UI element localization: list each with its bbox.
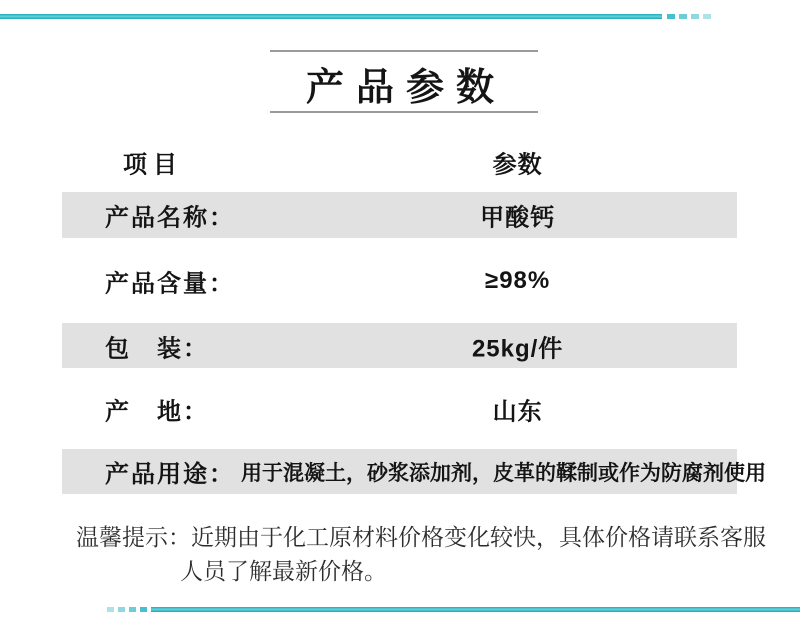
table-row-product-name bbox=[62, 192, 737, 238]
top-border-dashes bbox=[667, 14, 711, 19]
dash-icon bbox=[118, 607, 125, 612]
table-row-usage bbox=[62, 449, 766, 494]
table-row-content bbox=[62, 238, 737, 323]
usage-description: 用于混凝土，砂浆添加剂，皮革的鞣制或作为防腐剂使用 bbox=[241, 461, 766, 485]
dash-icon bbox=[129, 607, 136, 612]
row-value: 25kg/件 bbox=[471, 335, 564, 362]
notice bbox=[76, 520, 766, 588]
row-value: ≥98% bbox=[485, 266, 551, 294]
dash-icon bbox=[667, 14, 675, 19]
row-label: 包 装： bbox=[105, 335, 209, 362]
row-value: 山东 bbox=[492, 398, 543, 425]
table-row-origin bbox=[62, 368, 737, 449]
notice-line-1: 温馨提示：近期由于化工原材料价格变化较快，具体价格请联系客服 bbox=[76, 524, 766, 550]
row-label: 产 地： bbox=[105, 398, 209, 425]
table-header-row bbox=[62, 132, 737, 192]
title-rule-bottom bbox=[270, 111, 538, 113]
table-row-packaging bbox=[62, 323, 737, 368]
row-label: 产品含量： bbox=[105, 270, 235, 297]
dash-icon bbox=[140, 607, 147, 612]
dash-icon bbox=[679, 14, 687, 19]
bottom-border-line bbox=[151, 607, 800, 612]
column-header-item: 项目 bbox=[123, 151, 183, 179]
row-label: 产品用途： bbox=[105, 461, 235, 488]
page-title: 产品参数 bbox=[305, 67, 506, 109]
bottom-border-dashes bbox=[107, 607, 147, 612]
dash-icon bbox=[703, 14, 711, 19]
row-value: 甲酸钙 bbox=[480, 204, 556, 232]
dash-icon bbox=[107, 607, 114, 612]
title-rule-top bbox=[270, 50, 538, 52]
spec-table bbox=[62, 132, 766, 494]
row-label: 产品名称： bbox=[105, 204, 235, 232]
notice-line-2: 人员了解最新价格。 bbox=[180, 558, 387, 584]
column-header-param: 参数 bbox=[492, 151, 543, 179]
dash-icon bbox=[691, 14, 699, 19]
top-border-line bbox=[0, 14, 662, 19]
